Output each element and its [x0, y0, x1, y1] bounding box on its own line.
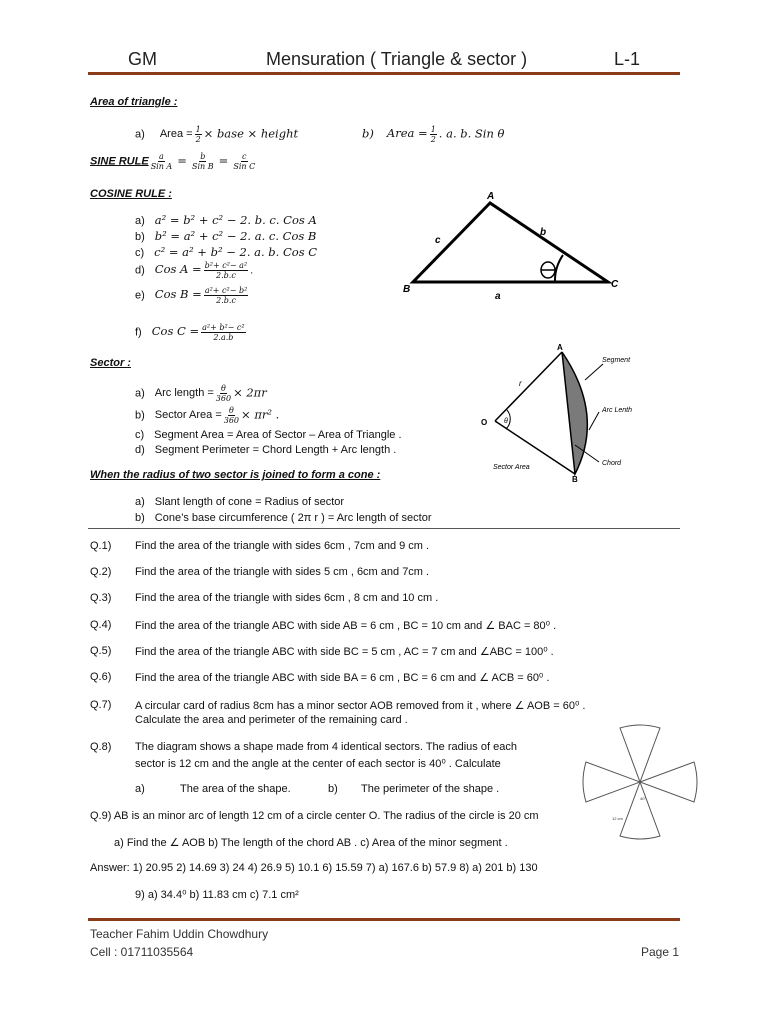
q8-line1: The diagram shows a shape made from 4 identical sectors. The radius of each [135, 741, 517, 753]
segment-arrow [585, 364, 603, 380]
sec-a-frac [216, 384, 231, 403]
cos-b-label: b) [135, 231, 145, 243]
label-c: c [435, 235, 441, 246]
cosine-item-e [135, 286, 250, 305]
cosine-item-f [135, 323, 248, 342]
sector-heading: Sector : [90, 357, 131, 369]
cos-d-label: d) [135, 264, 145, 277]
question-number: Q.5) [90, 645, 112, 657]
sec-a-label: a) [135, 387, 145, 400]
sec-d-text: Segment Perimeter = Chord Length + Arc length . [154, 444, 397, 456]
question-text: Find the area of the triangle with sides 6cm , 7cm and 9 cm . [135, 540, 430, 552]
cosine-item-a [135, 213, 317, 227]
cosine-item-b [135, 229, 316, 243]
sec-b-frac [224, 406, 239, 425]
cos-e-label: e) [135, 289, 145, 302]
sec-a-text: Arc length = [154, 387, 214, 400]
cosine-item-c [135, 245, 317, 259]
sector-item-b [135, 406, 279, 425]
sector-item-d [135, 444, 396, 456]
cos-d-num: b²+ c²− a² [204, 261, 248, 270]
cone-item-b [135, 512, 431, 524]
answers-line1: Answer: 1) 20.95 2) 14.69 3) 24 4) 26.9 5) 10.1 6) 15.59 7) a) 167.6 b) 57.9 8) a) 201 b) 130 [90, 862, 538, 874]
question-text: Find the area of the triangle ABC with side BC = 5 cm , AC = 7 cm and ∠ABC = 100⁰ . [135, 646, 554, 658]
sec-a-num: θ [221, 384, 226, 393]
answers-line2: 9) a) 34.4⁰ b) 11.83 cm c) 7.1 cm² [135, 889, 299, 901]
footer-rule [88, 918, 680, 921]
cone-b-text: Cone’s base circumference ( 2π r ) = Arc length of sector [154, 512, 432, 524]
question-number: Q.2) [90, 566, 112, 578]
sine-n2: b [200, 152, 206, 161]
cos-f-frac [201, 323, 245, 342]
sec-a-den: 360 [215, 394, 232, 403]
cos-c-text: c² = a² + b² − 2. a. b. Cos C [154, 245, 318, 259]
cone-a-label: a) [135, 496, 145, 508]
half-den-b: 2 [430, 135, 436, 144]
cos-e-lhs: Cos B = [154, 287, 202, 302]
teacher-cell: Cell : 01711035564 [90, 945, 194, 959]
header-right: L-1 [614, 49, 641, 69]
label-b: b [540, 227, 547, 238]
area-b-text: Area = [386, 126, 428, 141]
chord-label: Chord [602, 460, 622, 467]
question-text: Find the area of the triangle with sides 6cm , 8 cm and 10 cm . [135, 592, 439, 604]
q8-part-a-text: The area of the shape. [180, 783, 291, 795]
half-fraction [195, 125, 202, 144]
sec-b-den: 360 [223, 416, 240, 425]
cone-a-text: Slant length of cone = Radius of sector [154, 496, 345, 508]
area-a-text: Area = [159, 128, 193, 141]
cos-e-frac [204, 286, 248, 305]
cos-e-num: a²+ c²− b² [204, 286, 248, 295]
sector-diagram [475, 340, 665, 485]
sector-item-c [135, 429, 402, 441]
q7-line1: A circular card of radius 8cm has a minor sector AOB removed from it , where ∠ AOB = 60⁰ . [135, 700, 586, 712]
page-number: Page 1 [641, 945, 680, 959]
area-a-rest: × base × height [203, 126, 299, 141]
sector-label-O: O [481, 418, 488, 427]
sector-label-A: A [557, 343, 563, 352]
sector-label-r: r [519, 379, 522, 388]
sector-left [583, 762, 640, 802]
triangle-diagram [395, 185, 635, 305]
question-text: Find the area of the triangle ABC with side BA = 6 cm , BC = 6 cm and ∠ ACB = 60⁰ . [135, 672, 550, 684]
sec-b-text: Sector Area = [154, 409, 222, 422]
sec-c-label: c) [135, 429, 145, 441]
question-text: Find the area of the triangle ABC with side AB = 6 cm , BC = 10 cm and ∠ BAC = 80⁰ . [135, 620, 557, 632]
arc-arrow [589, 412, 599, 430]
cos-b-text: b² = a² + c² − 2. a. c. Cos B [154, 229, 317, 243]
sine-frac-b [192, 152, 214, 171]
cone-item-a [135, 496, 344, 508]
sec-d-label: d) [135, 444, 145, 456]
sec-b-rest: × πr² . [241, 407, 280, 422]
cone-heading: When the radius of two sector is joined to form a cone : [90, 469, 381, 481]
sine-rule-label: SINE RULE [90, 155, 149, 168]
cos-d-den: 2.b.c [216, 271, 236, 280]
label-C: C [611, 279, 619, 290]
label-A: A [487, 191, 495, 202]
cos-f-den: 2.a.b [213, 333, 234, 342]
sector-label-theta: θ [504, 418, 508, 425]
sector-item-a [135, 384, 267, 403]
q8-part-a-label: a) [135, 783, 145, 795]
sec-a-rest: × 2πr [233, 385, 267, 400]
sine-d3: Sin C [233, 162, 256, 171]
q7-line2: Calculate the area and perimeter of the remaining card . [135, 714, 408, 726]
arc-length-label: Arc Lenth [602, 407, 632, 414]
page-title: Mensuration ( Triangle & sector ) [266, 49, 528, 69]
cos-d-frac [204, 261, 248, 280]
q9-line1: Q.9) AB is an minor arc of length 12 cm of a circle center O. The radius of the circle is 20 cm [90, 810, 539, 822]
half-den: 2 [195, 135, 201, 144]
sine-n3: c [242, 152, 247, 161]
cos-d-lhs: Cos A = [154, 262, 202, 277]
sine-rule [90, 152, 257, 171]
sine-n1: a [159, 152, 164, 161]
cosine-item-d: d) Cos A = $\frac{\text{b²+ c²− a²}}{2.b.c}$ . [135, 261, 254, 280]
question-number: Q.6) [90, 671, 112, 683]
sine-d2: Sin B [191, 162, 214, 171]
triangle-shape [413, 203, 608, 282]
header-rule [88, 72, 680, 75]
segment-label: Segment [602, 357, 631, 364]
cos-a-text: a² = b² + c² − 2. b. c. Cos A [154, 213, 317, 227]
section-divider [88, 528, 680, 529]
sine-d1: Sin A [150, 162, 173, 171]
sector-top [620, 725, 660, 782]
area-b-rest: . a. b. Sin θ [438, 126, 505, 141]
half-fraction-b [430, 125, 437, 144]
sine-frac-c [233, 152, 255, 171]
header-left: GM [128, 49, 157, 69]
sector-area-label: Sector Area [493, 464, 530, 471]
sector-bottom [620, 782, 660, 839]
half-num-b: 1 [430, 125, 436, 134]
q8-number: Q.8) [90, 741, 112, 753]
q8-part-b-label: b) [328, 783, 338, 795]
question-number: Q.3) [90, 592, 112, 604]
cos-e-den: 2.b.c [216, 296, 236, 305]
area-formula-a [135, 125, 298, 144]
area-heading: Area of triangle : [90, 96, 178, 108]
cos-f-label: f) [135, 326, 142, 339]
segment-shaded [562, 352, 587, 474]
area-b-label: b) [362, 126, 374, 141]
question-number: Q.4) [90, 619, 112, 631]
question-number: Q.1) [90, 540, 112, 552]
petal-radius-label: 12 cm [612, 816, 623, 821]
angle-arc [555, 255, 563, 282]
four-sector-diagram [580, 724, 700, 842]
sector-right [640, 762, 697, 802]
cos-a-label: a) [135, 215, 145, 227]
teacher-name: Teacher Fahim Uddin Chowdhury [90, 927, 269, 941]
sine-frac-a [151, 152, 173, 171]
q9-line2: a) Find the ∠ AOB b) The length of the chord AB . c) Area of the minor segment . [114, 837, 508, 849]
q7-number: Q.7) [90, 699, 112, 711]
question-text: Find the area of the triangle with sides 5 cm , 6cm and 7cm . [135, 566, 430, 578]
area-a-label: a) [135, 128, 145, 141]
half-num: 1 [195, 125, 201, 134]
q8-part-b-text: The perimeter of the shape . [361, 783, 500, 795]
label-a: a [495, 291, 501, 302]
area-formula-b [362, 125, 504, 144]
eq-1: = [177, 153, 187, 168]
cos-f-lhs: Cos C = [151, 324, 200, 339]
radius-OA [495, 352, 562, 421]
sec-b-label: b) [135, 409, 145, 422]
cone-b-label: b) [135, 512, 145, 524]
sec-b-num: θ [228, 406, 234, 415]
eq-2: = [218, 153, 229, 168]
sec-c-text: Segment Area = Area of Sector – Area of Triangle . [154, 429, 402, 441]
cos-f-num: a²+ b²− c² [202, 323, 245, 332]
sector-label-B: B [572, 475, 578, 484]
cos-c-label: c) [135, 247, 145, 259]
cosine-heading: COSINE RULE : [90, 188, 172, 200]
petal-angle-label: 40° [640, 796, 647, 801]
q8-line2: sector is 12 cm and the angle at the center of each sector is 40⁰ . Calculate [135, 758, 501, 770]
label-B: B [403, 284, 411, 295]
